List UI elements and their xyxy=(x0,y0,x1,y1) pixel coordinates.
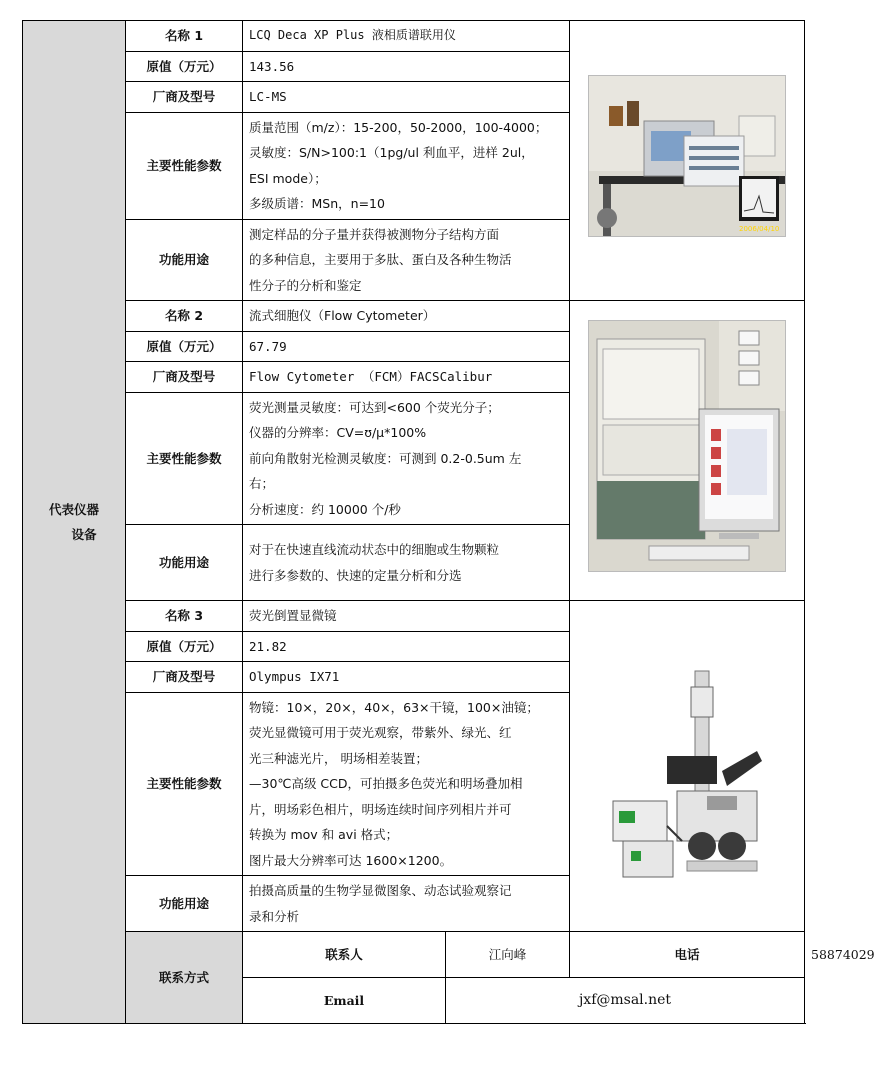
use-label-2: 功能用途 xyxy=(126,525,243,601)
section-label-line-1: 代表仪器 xyxy=(48,501,99,517)
params-label-1: 主要性能参数 xyxy=(126,112,243,219)
params-line: ESI mode）； xyxy=(249,170,327,186)
instrument-model-2: Flow Cytometer （FCM）FACSCalibur xyxy=(243,362,570,393)
contact-person: 江向峰 xyxy=(446,932,570,978)
params-line: 前向角散射光检测灵敏度：可测到 0.2-0.5um 左 xyxy=(249,450,522,466)
params-line: 荧光显微镜可用于荧光观察，带紫外、绿光、红 xyxy=(249,725,512,740)
photo-cell-2 xyxy=(570,301,805,601)
name-label-1: 名称 1 xyxy=(126,21,243,52)
instrument-params-1 xyxy=(243,112,570,219)
name-label-2: 名称 2 xyxy=(126,301,243,332)
lcms-photo xyxy=(588,75,786,237)
instrument-price-2: 67.79 xyxy=(243,331,570,362)
instrument-params-3 xyxy=(243,692,570,876)
instrument-name-3: 荧光倒置显微镜 xyxy=(243,601,570,632)
model-label-1: 厂商及型号 xyxy=(126,82,243,113)
section-label-equipment xyxy=(23,21,126,1024)
use-line: 录和分析 xyxy=(249,908,300,924)
params-line: 光三种滤光片， 明场相差装置； xyxy=(249,750,428,766)
use-line: 的多种信息，主要用于多肽、蛋白及各种生物活 xyxy=(249,252,512,267)
price-label-1: 原值（万元） xyxy=(126,51,243,82)
contact-email[interactable]: jxf@msal.net xyxy=(446,978,805,1024)
instrument-use-3 xyxy=(243,876,570,932)
price-label-3: 原值（万元） xyxy=(126,631,243,662)
instrument-price-1: 143.56 xyxy=(243,51,570,82)
use-line: 对于在快速直线流动状态中的细胞或生物颗粒 xyxy=(249,542,500,557)
params-line: 荧光测量灵敏度：可达到<600 个荧光分子； xyxy=(249,399,500,415)
equipment-table: 代表仪器 设备 名称 1 LCQ Deca XP Plus 液相质谱联用仪 2006/04/10 原值（万元） 143.56 厂商及型号 LC-MS 主要性能参数 质量范围（m/z）：15-200，50-2000，100-4000； 灵敏度：S/N>100:1（1pg/ul 利血平，进样 2ul， ESI mode）； 多级质谱：MSn，n=10 功能用途 测定样品的分子量并获得被测物分子结构方面 的多种信息，主要用于多肽、蛋白及各种生物活 性分子的分析和鉴定 名称 2 流式细胞仪（Flow Cytometer） 原值（万元） 67.79 厂商及型号 Flow Cytometer （FCM）FACSCalibur 主要性能参数 荧光测量灵敏度：可达到<600 个荧光分子； 仪器的分辨率：CV=ʊ/μ*100% 前向角散射光检测灵敏度：可测到 0.2-0.5um 左 右； 分析速度：约 10000 个/秒 功能用途 对于在快速直线流动状态中的细胞或生物颗粒 进行多参数的、快速的定量分析和分选 名称 3 荧光倒置显微镜 原值（万元） 21.82 厂商及型号 Olympus IX71 主要性能参数 物镜：10×，20×，40×，63×干镜，100×油镜； 荧光显微镜可用于荧光观察，带紫外、绿光、红 光三种滤光片， 明场相差装置； —30℃高级 CCD，可拍摄多色荧光和明场叠加相 片，明场彩色相片，明场连续时间序列相片并可 转换为 mov 和 avi 格式； 图片最大分辨率可达 1600×1200。 功能用途 拍摄高质量的生物学显微图象、动态试验观察记 录和分析 联系方式 联系人 江向峰 电话 58874029 Email jxf@msal.net xyxy=(22,20,805,1024)
model-label-3: 厂商及型号 xyxy=(126,662,243,693)
use-line: 测定样品的分子量并获得被测物分子结构方面 xyxy=(249,226,500,242)
instrument-price-3: 21.82 xyxy=(243,631,570,662)
microscope-photo xyxy=(607,651,767,881)
params-line: 图片最大分辨率可达 1600×1200。 xyxy=(249,852,453,868)
params-line: 右； xyxy=(249,476,275,491)
instrument-params-2 xyxy=(243,392,570,525)
use-line: 拍摄高质量的生物学显微图象、动态试验观察记 xyxy=(249,883,512,898)
section-label-line-2: 设备 xyxy=(71,527,97,542)
contact-label: 联系方式 xyxy=(126,932,243,1024)
params-line: 转换为 mov 和 avi 格式； xyxy=(249,827,399,842)
params-label-2: 主要性能参数 xyxy=(126,392,243,525)
use-label-1: 功能用途 xyxy=(126,219,243,301)
contact-person-label: 联系人 xyxy=(243,932,446,978)
photo-cell-1 xyxy=(570,21,805,301)
params-line: 分析速度：约 10000 个/秒 xyxy=(249,501,401,517)
instrument-model-3: Olympus IX71 xyxy=(243,662,570,693)
params-line: 灵敏度：S/N>100:1（1pg/ul 利血平，进样 2ul， xyxy=(249,145,534,160)
instrument-use-1 xyxy=(243,219,570,301)
params-line: —30℃高级 CCD，可拍摄多色荧光和明场叠加相 xyxy=(249,776,523,791)
photo-date-stamp: 2006/04/10 xyxy=(739,225,780,234)
params-line: 多级质谱：MSn，n=10 xyxy=(249,196,385,211)
params-label-3: 主要性能参数 xyxy=(126,692,243,876)
instrument-model-1: LC-MS xyxy=(243,82,570,113)
name-label-3: 名称 3 xyxy=(126,601,243,632)
instrument-name-2: 流式细胞仪（Flow Cytometer） xyxy=(243,301,570,332)
params-line: 质量范围（m/z）：15-200，50-2000，100-4000； xyxy=(249,119,548,135)
photo-cell-3 xyxy=(570,601,805,932)
params-line: 物镜：10×，20×，40×，63×干镜，100×油镜； xyxy=(249,699,539,715)
instrument-use-2 xyxy=(243,525,570,601)
price-label-2: 原值（万元） xyxy=(126,331,243,362)
flow-cytometer-photo xyxy=(588,320,786,572)
model-label-2: 厂商及型号 xyxy=(126,362,243,393)
params-line: 仪器的分辨率：CV=ʊ/μ*100% xyxy=(249,425,427,440)
params-line: 片，明场彩色相片，明场连续时间序列相片并可 xyxy=(249,801,512,817)
use-label-3: 功能用途 xyxy=(126,876,243,932)
contact-phone-label: 电话 xyxy=(570,932,805,978)
use-line: 进行多参数的、快速的定量分析和分选 xyxy=(249,567,462,583)
contact-email-label: Email xyxy=(243,978,446,1024)
use-line: 性分子的分析和鉴定 xyxy=(249,277,362,293)
instrument-name-1: LCQ Deca XP Plus 液相质谱联用仪 xyxy=(243,21,570,52)
